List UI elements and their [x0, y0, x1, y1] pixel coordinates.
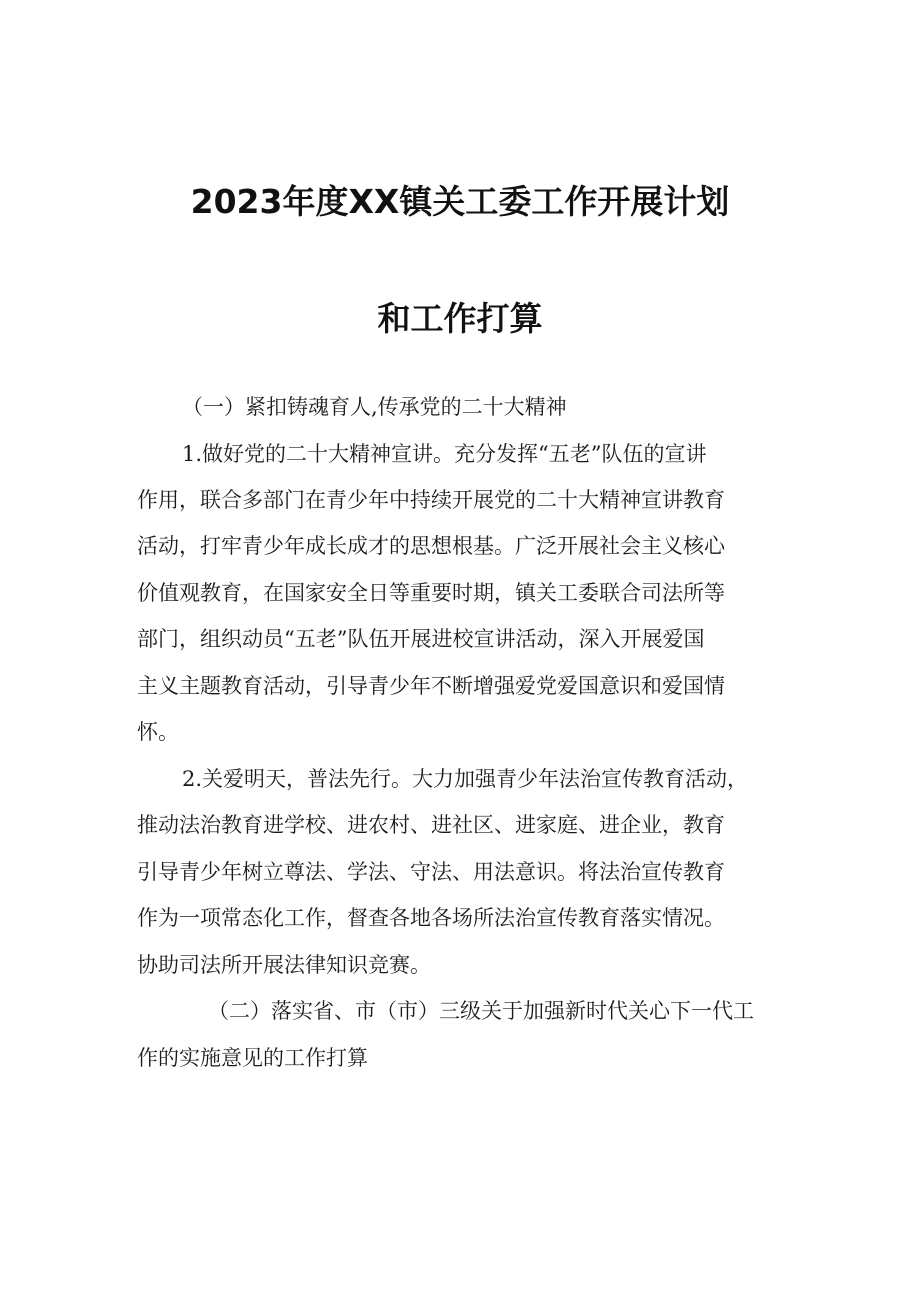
document-title-line-1: 2023年度XX镇关工委工作开展计划 [190, 182, 730, 221]
paragraph-1-line: 价值观教育，在国家安全日等重要时期，镇关工委联合司法所等 [137, 581, 725, 605]
paragraph-2-line: 作为一项常态化工作，督查各地各场所法治宣传教育落实情况。 [137, 906, 725, 930]
paragraph-1-line: 活动，打牢青少年成长成才的思想根基。广泛开展社会主义核心 [137, 534, 725, 558]
paragraph-2-line: 引导青少年树立尊法、学法、守法、用法意识。将法治宣传教育 [137, 860, 725, 884]
paragraph-2-line: 2.关爱明天，普法先行。大力加强青少年法治宣传教育活动， [182, 767, 749, 791]
document-title-line-2: 和工作打算 [377, 299, 543, 338]
paragraph-1-line: 怀。 [137, 720, 179, 744]
paragraph-1-line: 主义主题教育活动，引导青少年不断增强爱党爱国意识和爱国情 [137, 674, 725, 698]
paragraph-2-line: 协助司法所开展法律知识竞赛。 [137, 953, 431, 977]
paragraph-1-line: 部门，组织动员“五老”队伍开展进校宣讲活动，深入开展爱国 [137, 627, 705, 651]
section-1-heading: （一）紧扣铸魂育人,传承党的二十大精神 [182, 395, 567, 419]
section-2-heading-line: 作的实施意见的工作打算 [137, 1046, 368, 1070]
paragraph-2-line: 推动法治教育进学校、进农村、进社区、进家庭、进企业，教育 [137, 813, 725, 837]
paragraph-1-line: 作用，联合多部门在青少年中持续开展党的二十大精神宣讲教育 [137, 488, 725, 512]
paragraph-1-line: 1.做好党的二十大精神宣讲。充分发挥“五老”队伍的宣讲 [182, 442, 707, 466]
section-2-heading-line: （二）落实省、市（市）三级关于加强新时代关心下一代工 [208, 999, 754, 1023]
